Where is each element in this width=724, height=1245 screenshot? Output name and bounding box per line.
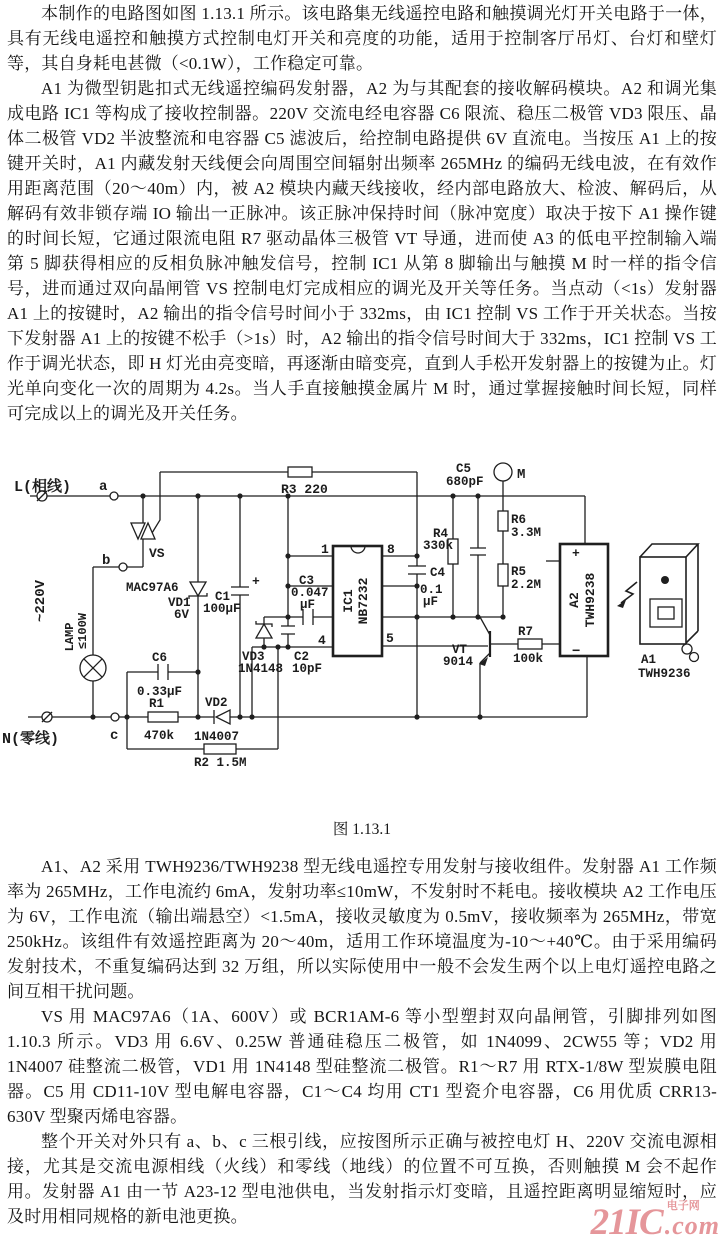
label-c2: C2 — [294, 650, 310, 664]
capacitor-c6-symbol — [158, 664, 168, 680]
label-c3-unit: µF — [300, 598, 316, 612]
zener-vd1-symbol — [189, 582, 207, 599]
terminal-n-icon — [42, 712, 52, 722]
resistor-r2 — [204, 744, 236, 754]
label-term-a: a — [99, 479, 108, 495]
label-r3: R3 220 — [281, 482, 328, 497]
label-c3: C3 — [299, 574, 315, 588]
label-r4: R4 — [433, 527, 449, 541]
label-vd2: VD2 — [205, 696, 228, 710]
label-c6-val: 0.33µF — [137, 685, 183, 699]
triac-vs-symbol — [131, 523, 155, 539]
body-text-block — [0, 854, 724, 1229]
watermark-tag: 电子网 — [666, 1200, 700, 1212]
label-r7-val: 100k — [513, 652, 544, 666]
label-r1: R1 — [149, 697, 165, 711]
label-ic1-type: NB7232 — [356, 577, 371, 625]
label-n-line: N(零线) — [2, 731, 60, 748]
resistor-r3 — [288, 467, 312, 477]
label-c6: C6 — [152, 651, 168, 665]
keyfob-led-icon — [661, 576, 669, 584]
label-lamp: LAMP — [63, 622, 77, 652]
label-c1: C1 — [215, 590, 231, 604]
label-vs-type: MAC97A6 — [126, 581, 179, 595]
resistor-r5 — [498, 564, 508, 586]
label-220v: ~220V — [33, 579, 49, 623]
resistor-r6 — [498, 511, 508, 531]
paragraph-1: 本制作的电路图如图 1.13.1 所示。该电路集无线遥控电路和触摸调光灯开关电路于一体，具有无线电遥控和触摸方式控制电灯开关和亮度的功能，适用于控制客厅吊灯、台灯和壁灯等，其自身耗电甚微（<0.1W），工作稳定可靠。 — [7, 4, 717, 73]
transistor-vt-symbol — [479, 631, 490, 666]
figure-caption: 图 1.13.1 — [332, 821, 392, 838]
label-r6-val: 3.3M — [511, 526, 542, 540]
label-c5: C5 — [456, 462, 472, 476]
zener-vd3-symbol — [256, 621, 272, 638]
terminal-b — [119, 563, 127, 571]
capacitor-c4-symbol — [408, 566, 426, 574]
terminal-c — [111, 713, 119, 721]
label-vd3: VD3 — [242, 650, 265, 664]
keyring-icon — [682, 644, 692, 654]
label-r5: R5 — [511, 565, 527, 579]
touch-plate-m — [494, 463, 512, 481]
label-lamp-watt: ≤100W — [76, 612, 90, 650]
label-a1-type: TWH9236 — [638, 667, 691, 681]
label-c1-plus: + — [252, 574, 260, 589]
label-pin5: 5 — [386, 631, 394, 646]
label-c4-val: 0.1 — [420, 583, 443, 597]
label-pin4: 4 — [318, 633, 326, 648]
lamp-symbol — [80, 655, 106, 681]
label-vt-type: 9014 — [443, 655, 474, 669]
site-watermark — [591, 1201, 720, 1241]
label-c4-unit: µF — [423, 595, 439, 609]
paragraph-3: A1、A2 采用 TWH9236/TWH9238 型无线电遥控专用发射与接收组件。发射器 A1 工作频率为 265MHz，工作电流约 6mA，发射功率≤10mW，不发射时不耗电。接收模块 A2 工作电压为 6V，工作电流（输出端悬空）<1.5mA，接收灵敏度为 0.5mV，接收频率为 265MHz，带宽 250kHz。该组件有效遥控距离为 20～40m，适用工作环境温度为-10～+40℃。由于采用编码发射技术，不重复编码达到 32 万组，所以实际使用中一般不会发生两个以上电灯遥控电路之间互相干扰问题。 — [7, 857, 717, 1001]
label-r1-val: 470k — [144, 729, 175, 743]
label-a2-type: TWH9238 — [583, 572, 598, 628]
label-r7: R7 — [518, 625, 534, 639]
label-a2-plus: + — [572, 546, 580, 561]
label-m: M — [517, 467, 526, 483]
paragraph-4: VS 用 MAC97A6（1A、600V）或 BCR1AM-6 等小型塑封双向晶闸管，引脚排列如图 1.10.3 所示。VD3 用 6.6V、0.25W 普通硅稳压二极管，如 1N4099、2CW55 等；VD2 用 1N4007 硅整流二极管，VD1 用 1N4148 型硅整流二极管。R1～R7 用 RTX-1/8W 型炭膜电阻器。C5 用 CD11-10V 型电解电容器，C1～C4 均用 CT1 型瓷介电容器，C6 用优质 CRR13-630V 型聚丙烯电容器。 — [7, 1007, 717, 1126]
circuit-diagram — [0, 442, 724, 811]
resistor-r1 — [148, 712, 178, 722]
resistor-r7 — [518, 639, 542, 649]
label-term-b: b — [102, 553, 111, 569]
label-vd1: VD1 — [168, 596, 191, 610]
radio-wave-icon — [617, 582, 637, 608]
circuit-labels — [2, 462, 691, 770]
label-a2-minus: − — [572, 644, 581, 660]
label-r2: R2 1.5M — [194, 756, 247, 770]
label-vd3-type: 1N4148 — [238, 662, 284, 676]
label-vd2-type: 1N4007 — [194, 730, 240, 744]
label-c2-val: 10pF — [292, 662, 323, 676]
paragraph-5: 整个开关对外只有 a、b、c 三根引线，应按图所示正确与被控电灯 H、220V 交流电源相接，尤其是交流电源相线（火线）和零线（地线）的位置不可互换，否则触摸 M 会不起作用。发射器 A1 由一节 A23-12 型电池供电，当发射指示灯变暗，且遥控距离明显缩短时，应及时用相同规格的新电池更换。 — [7, 1132, 717, 1226]
label-vd1-val: 6V — [174, 608, 190, 622]
label-r5-val: 2.2M — [511, 578, 542, 592]
watermark-brand: 21IC — [590, 1202, 663, 1243]
label-pin1: 1 — [321, 542, 329, 557]
diode-vd2-symbol — [214, 710, 230, 724]
intro-text-block — [0, 0, 724, 426]
terminal-a — [110, 492, 118, 500]
label-r6: R6 — [511, 513, 527, 527]
label-a1: A1 — [641, 653, 657, 667]
label-l-phase: L(相线) — [14, 479, 72, 496]
label-ic1: IC1 — [341, 589, 356, 613]
a1-keyfob — [640, 544, 699, 662]
label-c3-val: 0.047 — [291, 586, 329, 600]
label-a2: A2 — [567, 592, 582, 608]
label-term-c: c — [110, 728, 119, 744]
capacitor-c1-symbol — [231, 587, 249, 595]
watermark-suffix: .com — [664, 1211, 720, 1240]
label-pin8: 8 — [387, 542, 395, 557]
label-vs: VS — [149, 546, 165, 561]
label-vt: VT — [452, 643, 468, 657]
circuit-figure — [0, 442, 724, 811]
paragraph-2: A1 为微型钥匙扣式无线遥控编码发射器，A2 为与其配套的接收解码模块。A2 和调光集成电路 IC1 等构成了接收控制器。220V 交流电经电容器 C6 限流、稳压二极管 VD3 限压、晶体二极管 VD2 半波整流和电容器 C5 滤波后，给控制电路提供 6V 直流电。当按压 A1 上的按键开关时，A1 内藏发射天线便会向周围空间辐射出频率 265MHz 的编码无线电波，在有效作用距离范围（20～40m）内，被 A2 模块内藏天线接收，经内部电路放大、检波、解码后，从解码有效非锁存端 IO 输出一正脉冲。该正脉冲保持时间（脉冲宽度）取决于按下 A1 操作键的时间长短，它通过限流电阻 R7 驱动晶体三极管 VT 导通，进而使 A3 的低电平控制输入端第 5 脚获得相应的反相负脉冲触发信号，控制 IC1 从第 8 脚输出与触摸 M 时一样的指令信号，进而通过双向晶闸管 VS 控制电灯完成相应的调光及开关等任务。当点动（<1s）发射器 A1 上的按键时，A2 输出的指令信号时间小于 332ms，由 IC1 控制 VS 工作于开关状态。当按下发射器 A1 上的按键不松手（>1s）时，A2 输出的指令信号时间大于 332ms，IC1 控制 VS 工作于调光状态，即 H 灯光由亮变暗，再逐渐由暗变亮，直到人手松开发射器上的按键为止。灯光单向变化一次的周期为 4.2s。当人手直接触摸金属片 M 时，通过掌握接触时间长短，同样可完成以上的调光及开关任务。 — [7, 79, 717, 423]
label-c5-val: 680pF — [446, 475, 484, 489]
capacitor-c5-symbol — [470, 548, 486, 555]
capacitor-c2-symbol — [281, 626, 295, 634]
label-c4: C4 — [430, 566, 446, 580]
label-c1-val: 100µF — [203, 602, 241, 616]
label-r4-val: 330k — [423, 539, 454, 553]
